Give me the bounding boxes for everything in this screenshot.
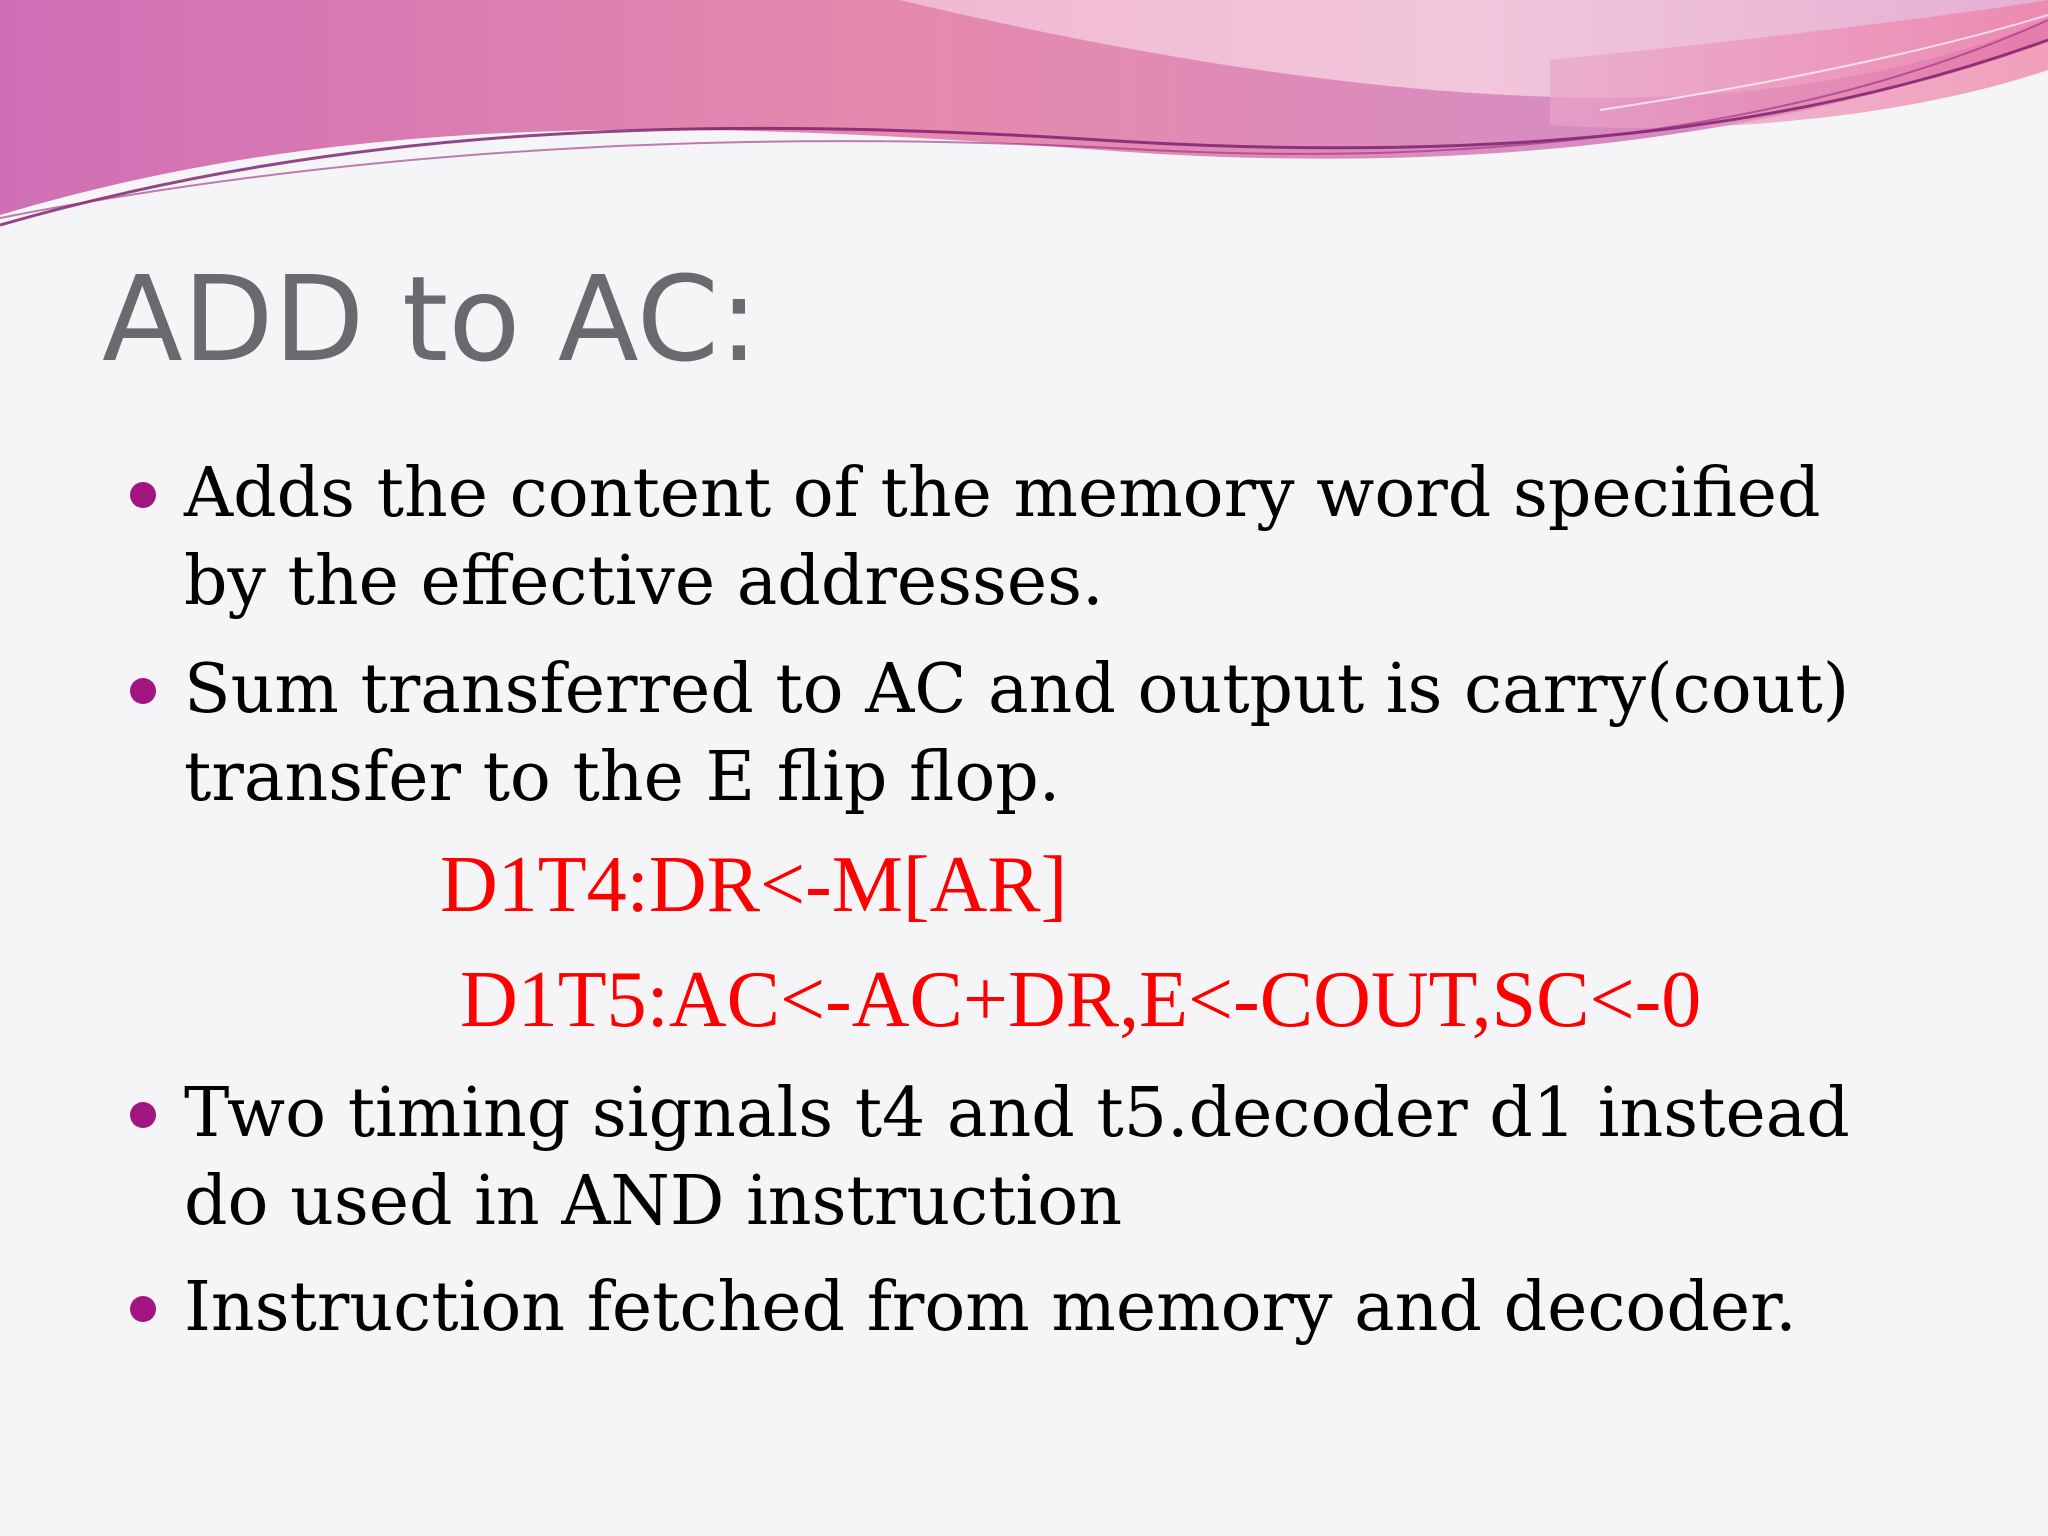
bullet-text: Sum transferred to AC and output is carry(cout) transfer to the E flip flop. bbox=[184, 650, 1850, 817]
bullet-text: Two timing signals t4 and t5.decoder d1 instead do used in AND instruction bbox=[184, 1074, 1850, 1241]
bullet-marker bbox=[130, 1102, 156, 1128]
bullet-marker bbox=[130, 482, 156, 508]
slide-title: ADD to AC: bbox=[102, 250, 759, 388]
bullet-text: Instruction fetched from memory and decoder. bbox=[184, 1268, 1797, 1347]
bullet-text: Adds the content of the memory word specified by the effective addresses. bbox=[184, 454, 1821, 621]
formula-line: D1T5:AC<-AC+DR,E<-COUT,SC<-0 bbox=[460, 956, 1702, 1044]
bullet-marker bbox=[130, 678, 156, 704]
formula-line: D1T4:DR<-M[AR] bbox=[440, 841, 1068, 929]
bullet-marker bbox=[130, 1296, 156, 1322]
